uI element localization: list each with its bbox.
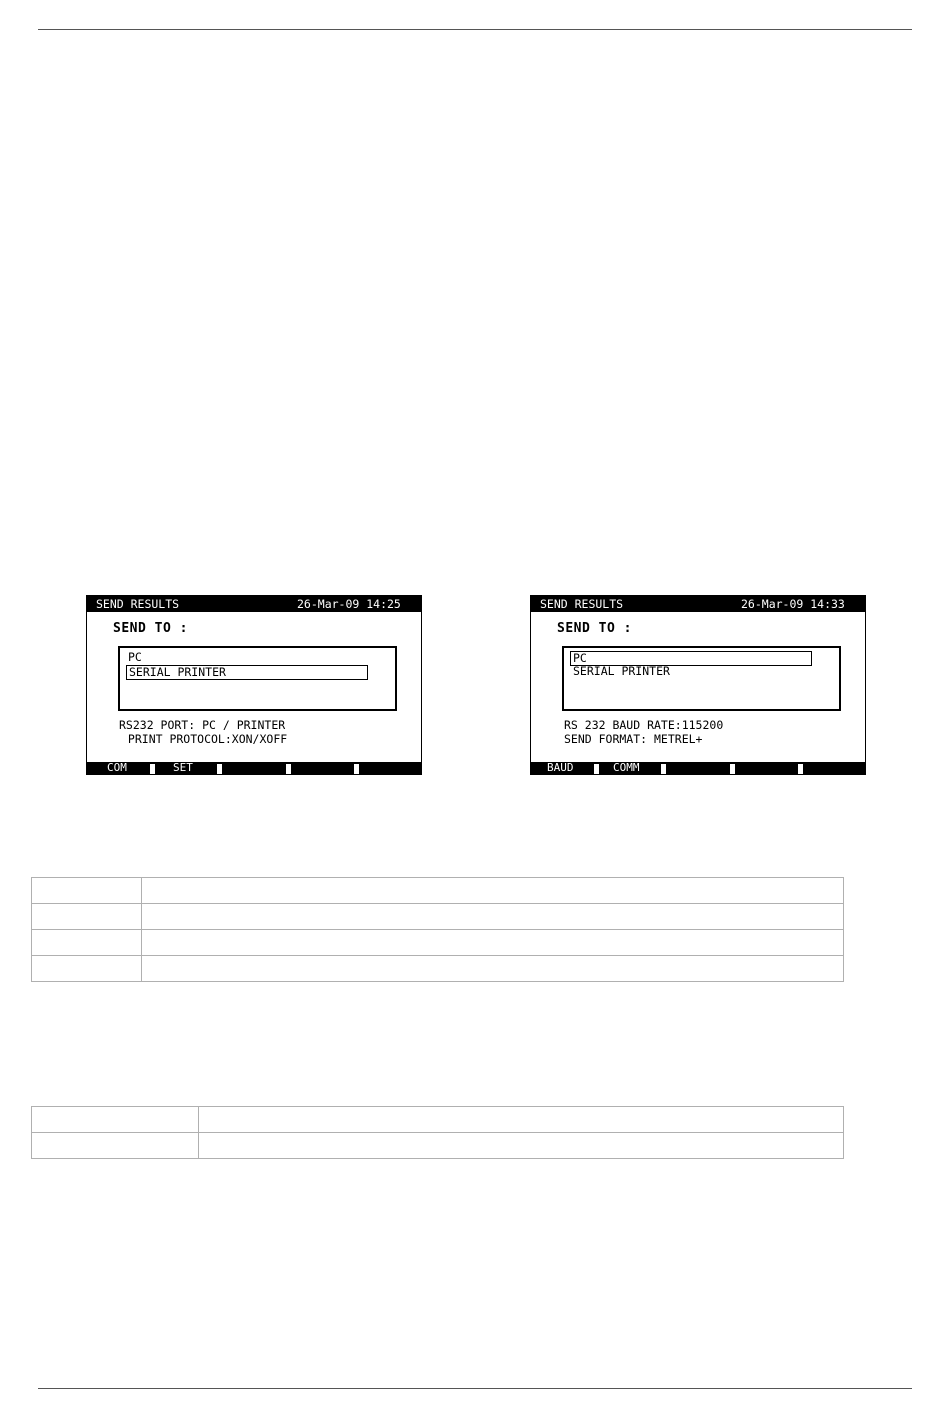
- softkey-bar: [87, 762, 421, 774]
- option-serial-printer[interactable]: SERIAL PRINTER: [126, 665, 368, 680]
- softkey-comm[interactable]: COMM: [613, 761, 640, 774]
- rs232-port-info: RS232 PORT: PC / PRINTER: [119, 718, 286, 732]
- screen-title: SEND RESULTS: [540, 597, 624, 611]
- table-row: [32, 1107, 844, 1133]
- softkey-separator: [594, 764, 599, 774]
- title-bar: [87, 596, 421, 612]
- table-row: [32, 930, 844, 956]
- table-cell: [199, 1107, 844, 1133]
- softkey-com[interactable]: COM: [107, 761, 127, 774]
- print-protocol-info: PRINT PROTOCOL:XON/XOFF: [121, 732, 288, 746]
- table-row: [32, 1133, 844, 1159]
- table-cell: [199, 1133, 844, 1159]
- softkey-separator: [217, 764, 222, 774]
- softkey-separator: [730, 764, 735, 774]
- header-rule: [38, 29, 912, 30]
- table-cell: [32, 1133, 199, 1159]
- table-cell: [32, 904, 142, 930]
- table-row: [32, 904, 844, 930]
- softkey-bar: [531, 762, 865, 774]
- table-cell: [142, 878, 844, 904]
- softkey-baud[interactable]: BAUD: [547, 761, 574, 774]
- right-screen-keys-table: [31, 1106, 844, 1159]
- softkey-separator: [354, 764, 359, 774]
- option-pc[interactable]: PC: [570, 651, 812, 666]
- table-cell: [32, 878, 142, 904]
- title-bar: [531, 596, 865, 612]
- send-results-screen-left: [86, 595, 422, 775]
- option-serial-printer[interactable]: SERIAL PRINTER: [573, 664, 670, 678]
- table-cell: [32, 1107, 199, 1133]
- footer-rule: [38, 1388, 912, 1389]
- left-screen-keys-table: [31, 877, 844, 982]
- table-cell: [142, 904, 844, 930]
- send-format-info: SEND FORMAT: METREL+: [564, 732, 703, 746]
- table-row: [32, 956, 844, 982]
- softkey-separator: [661, 764, 666, 774]
- option-pc[interactable]: PC: [128, 650, 142, 664]
- softkey-separator: [150, 764, 155, 774]
- table-cell: [32, 956, 142, 982]
- softkey-separator: [286, 764, 291, 774]
- screen-title: SEND RESULTS: [96, 597, 180, 611]
- send-results-screen-right: [530, 595, 866, 775]
- table-cell: [32, 930, 142, 956]
- table-cell: [142, 956, 844, 982]
- send-to-heading: SEND TO :: [557, 621, 632, 636]
- send-to-heading: SEND TO :: [113, 621, 188, 636]
- table-row: [32, 878, 844, 904]
- screen-datetime: 26-Mar-09 14:25: [297, 597, 401, 611]
- softkey-separator: [798, 764, 803, 774]
- table-cell: [142, 930, 844, 956]
- screen-datetime: 26-Mar-09 14:33: [741, 597, 845, 611]
- softkey-set[interactable]: SET: [173, 761, 193, 774]
- baud-rate-info: RS 232 BAUD RATE:115200: [564, 718, 724, 732]
